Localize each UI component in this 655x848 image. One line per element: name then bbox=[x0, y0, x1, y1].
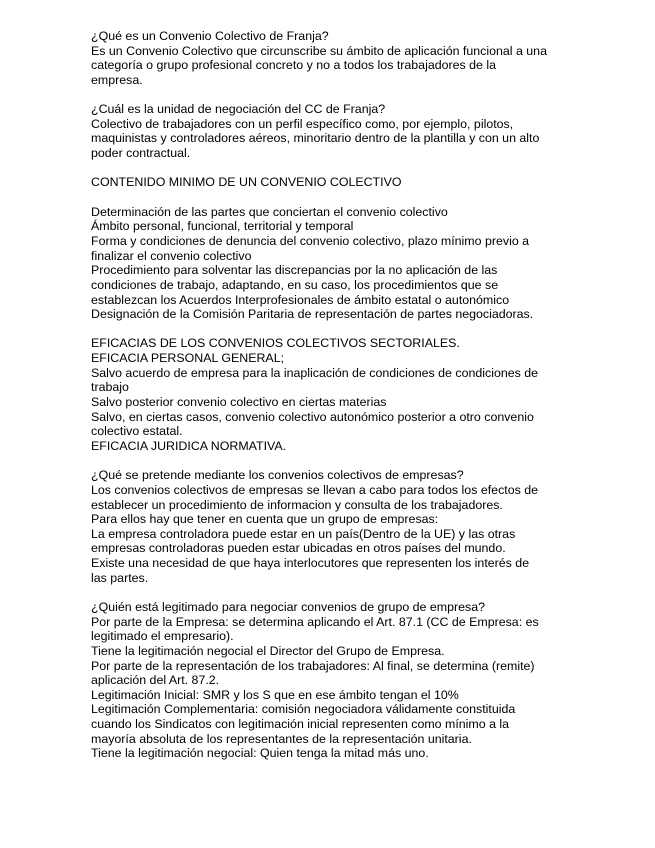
text-line: Tiene la legitimación negocial el Director del Grupo de Empresa. bbox=[91, 643, 445, 658]
text-line: establezcan los Acuerdos Interprofesionales de ámbito estatal o autonómico bbox=[91, 292, 510, 307]
text-line: empresa. bbox=[91, 72, 143, 87]
text-line: poder contractual. bbox=[91, 146, 191, 161]
paragraph-gap bbox=[91, 190, 571, 205]
text-line: Existe una necesidad de que haya interlocutores que representen los interés de bbox=[91, 556, 530, 571]
text-line: ¿Qué es un Convenio Colectivo de Franja? bbox=[91, 29, 329, 43]
text-line: Legitimación Complementaria: comisión negociadora válidamente constituida bbox=[91, 702, 516, 717]
text-line: Es un Convenio Colectivo que circunscribe su ámbito de aplicación funcional a una bbox=[91, 43, 547, 58]
text-line: categoría o grupo profesional concreto y no a todos los trabajadores de la bbox=[91, 58, 497, 73]
paragraph-gap bbox=[91, 88, 571, 103]
text-line: EFICACIA PERSONAL GENERAL; bbox=[91, 351, 285, 366]
paragraph-gap bbox=[91, 454, 571, 469]
text-line: Por parte de la representación de los trabajadores: Al final, se determina (remite) bbox=[91, 658, 535, 673]
text-line: mayoría absoluta de los representantes de la representación unitaria. bbox=[91, 731, 472, 746]
text-line: empresas controladoras pueden estar ubicadas en otros países del mundo. bbox=[91, 541, 506, 556]
text-line: trabajo bbox=[91, 380, 129, 395]
text-line: Salvo posterior convenio colectivo en ciertas materias bbox=[91, 395, 387, 410]
text-line: Designación de la Comisión Paritaria de representación de partes negociadoras. bbox=[91, 307, 534, 322]
text-line: Salvo acuerdo de empresa para la inaplicación de condiciones de condiciones de bbox=[91, 365, 539, 380]
text-line: Los convenios colectivos de empresas se llevan a cabo para todos los efectos de bbox=[91, 482, 539, 497]
text-line: Legitimación Inicial: SMR y los S que en ese ámbito tengan el 10% bbox=[91, 687, 459, 702]
text-line: establecer un procedimiento de informacion y consulta de los trabajadores. bbox=[91, 497, 503, 512]
paragraph-gap bbox=[91, 322, 571, 337]
text-line: Determinación de las partes que conciertan el convenio colectivo bbox=[91, 204, 448, 219]
text-line: EFICACIAS DE LOS CONVENIOS COLECTIVOS SECTORIALES. bbox=[91, 336, 460, 351]
text-line: maquinistas y controladores aéreos, minoritario dentro de la plantilla y con un alto bbox=[91, 131, 540, 146]
text-line: Procedimiento para solventar las discrepancias por la no aplicación de las bbox=[91, 263, 498, 278]
text-line: Forma y condiciones de denuncia del convenio colectivo, plazo mínimo previo a bbox=[91, 233, 530, 248]
paragraph-gap bbox=[91, 161, 571, 176]
text-line: finalizar el convenio colectivo bbox=[91, 248, 252, 263]
text-line: Para ellos hay que tener en cuenta que un grupo de empresas: bbox=[91, 512, 439, 527]
text-line: CONTENIDO MINIMO DE UN CONVENIO COLECTIVO bbox=[91, 175, 402, 190]
text-line: ¿Cuál es la unidad de negociación del CC de Franja? bbox=[91, 102, 386, 117]
text-line: Colectivo de trabajadores con un perfil específico como, por ejemplo, pilotos, bbox=[91, 116, 514, 131]
document-page bbox=[91, 29, 571, 761]
text-line: Por parte de la Empresa: se determina aplicando el Art. 87.1 (CC de Empresa: es bbox=[91, 614, 539, 629]
text-line: colectivo estatal. bbox=[91, 424, 183, 439]
text-line: legitimado el empresario). bbox=[91, 629, 234, 644]
text-line: Ámbito personal, funcional, territorial y temporal bbox=[91, 219, 354, 234]
text-line: La empresa controladora puede estar en un país(Dentro de la UE) y las otras bbox=[91, 526, 516, 541]
text-line: ¿Qué se pretende mediante los convenios colectivos de empresas? bbox=[91, 468, 464, 483]
text-line: Salvo, en ciertas casos, convenio colectivo autonómico posterior a otro convenio bbox=[91, 409, 534, 424]
paragraph-gap bbox=[91, 585, 571, 600]
text-line: aplicación del Art. 87.2. bbox=[91, 673, 220, 688]
text-line: cuando los Sindicatos con legitimación inicial representen como mínimo a la bbox=[91, 717, 510, 732]
text-line: EFICACIA JURIDICA NORMATIVA. bbox=[91, 438, 287, 453]
text-line: las partes. bbox=[91, 570, 149, 585]
text-line: condiciones de trabajo, adaptando, en su caso, los procedimientos que se bbox=[91, 277, 499, 292]
text-line: Tiene la legitimación negocial: Quien tenga la mitad más uno. bbox=[91, 746, 429, 761]
text-line: ¿Quién está legitimado para negociar convenios de grupo de empresa? bbox=[91, 599, 485, 614]
